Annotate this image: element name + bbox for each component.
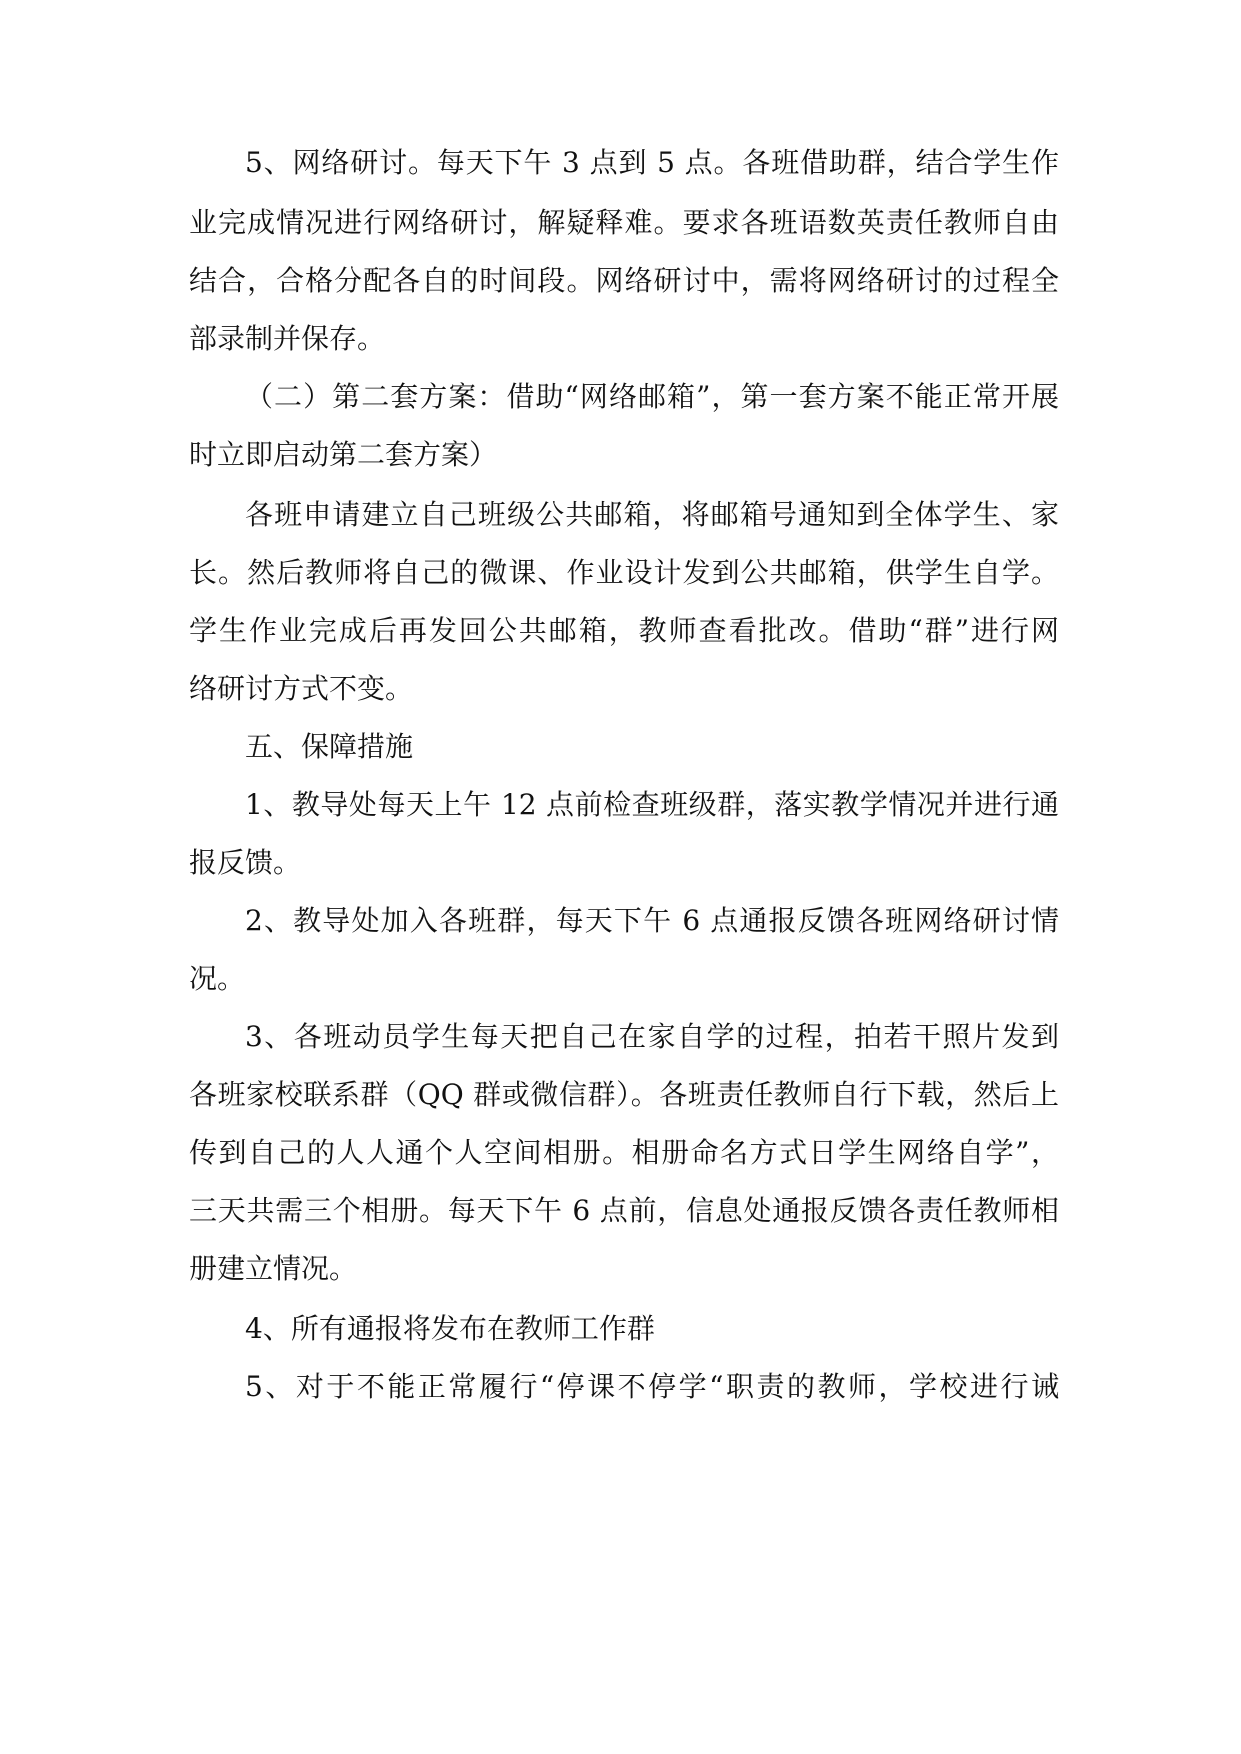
text-line: 3、各班动员学生每天把自己在家自学的过程，拍若干照片发到 bbox=[245, 1020, 1059, 1053]
text-line: 三天共需三个相册。每天下午 6 点前，信息处通报反馈各责任教师相 bbox=[189, 1194, 1059, 1227]
text-line: （二）第二套方案：借助“网络邮箱”，第一套方案不能正常开展 bbox=[245, 380, 1059, 413]
text-line: 时立即启动第二套方案） bbox=[189, 438, 498, 471]
text-line: 结合，合格分配各自的时间段。网络研讨中，需将网络研讨的过程全 bbox=[189, 264, 1059, 297]
text-line: 4、所有通报将发布在教师工作群 bbox=[245, 1312, 655, 1345]
text-line: 学生作业完成后再发回公共邮箱，教师查看批改。借助“群”进行网 bbox=[189, 614, 1059, 647]
section-heading: 五、保障措施 bbox=[245, 730, 414, 763]
text-line: 2、教导处加入各班群，每天下午 6 点通报反馈各班网络研讨情 bbox=[245, 904, 1059, 937]
text-line: 长。然后教师将自己的微课、作业设计发到公共邮箱，供学生自学。 bbox=[189, 556, 1059, 589]
text-line: 1、教导处每天上午 12 点前检查班级群，落实教学情况并进行通 bbox=[245, 788, 1059, 821]
text-line: 络研讨方式不变。 bbox=[189, 672, 414, 705]
text-line: 况。 bbox=[189, 962, 246, 995]
text-line: 5、对于不能正常履行“停课不停学“职责的教师，学校进行诫 bbox=[245, 1370, 1059, 1403]
text-line: 各班家校联系群（QQ 群或微信群）。各班责任教师自行下载，然后上 bbox=[189, 1078, 1059, 1111]
text-line: 部录制并保存。 bbox=[189, 322, 386, 355]
text-line: 业完成情况进行网络研讨，解疑释难。要求各班语数英责任教师自由 bbox=[189, 206, 1059, 239]
text-line: 传到自己的人人通个人空间相册。相册命名方式日学生网络自学”， bbox=[189, 1136, 1059, 1169]
text-line: 5、网络研讨。每天下午 3 点到 5 点。各班借助群，结合学生作 bbox=[245, 146, 1059, 179]
text-line: 报反馈。 bbox=[189, 846, 302, 879]
text-line: 册建立情况。 bbox=[189, 1252, 358, 1285]
text-line: 各班申请建立自己班级公共邮箱，将邮箱号通知到全体学生、家 bbox=[245, 498, 1059, 531]
